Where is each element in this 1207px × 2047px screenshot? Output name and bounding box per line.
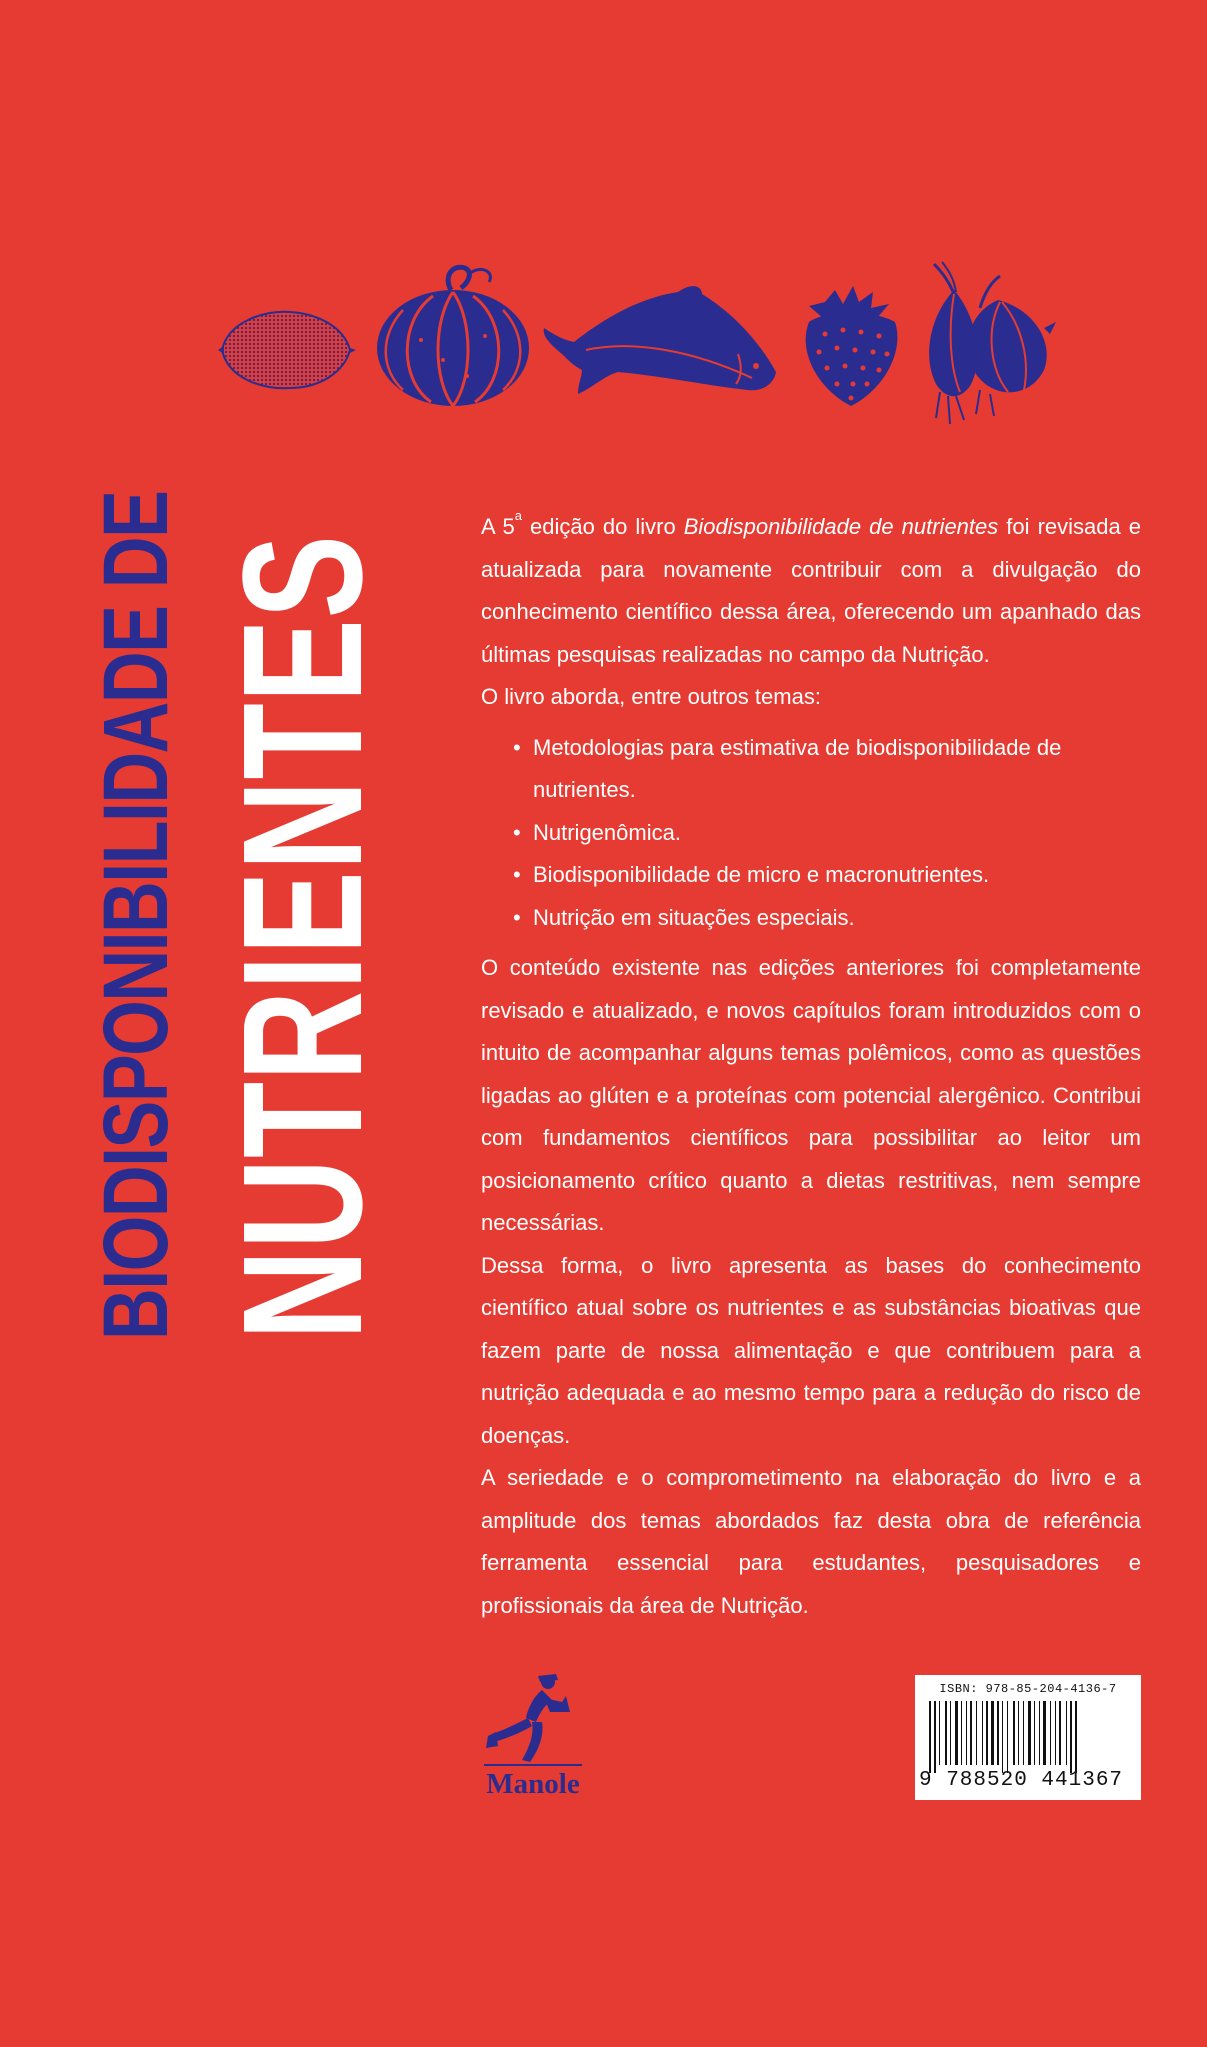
lemon-icon <box>216 306 356 394</box>
ean-digits: 9 788520 441367 <box>919 1769 1124 1792</box>
intro-text-start: A 5 <box>481 514 515 539</box>
strawberry-icon <box>795 282 905 412</box>
title-line-1: BIODISPONIBILIDADE DE <box>85 491 187 1340</box>
running-man-reading-icon <box>486 1672 582 1764</box>
list-item: • Metodologias para estimativa de biodisponibilidade de nutrientes. <box>513 727 1141 812</box>
list-item: • Biodisponibilidade de micro e macronutrientes. <box>513 854 1141 897</box>
paragraph-intro <box>481 506 1141 676</box>
fish-icon <box>542 280 782 400</box>
food-illustrations <box>210 260 1070 450</box>
title-line-2: NUTRIENTES <box>208 534 398 1340</box>
paragraph-summary: Dessa forma, o livro apresenta as bases do conhecimento científico atual sobre os nutrientes e as substâncias bioativas que fazem parte de nossa alimentação e que contribuem para a nutrição adequada e ao mesmo tempo para a redução do risco de doenças. <box>481 1252 1141 1448</box>
intro-text-end: foi revisada e atualizada para novamente contribuir com a divulgação do conhecimento científico dessa área, oferecendo um apanhado das últimas pesquisas realizadas no campo da Nutrição. <box>481 514 1141 667</box>
paragraph-topics-lead: O livro aborda, entre outros temas: <box>481 684 821 709</box>
paragraph-closing: A seriedade e o comprometimento na elaboração do livro e a amplitude dos temas abordados faz desta obra de referência ferramenta essencial para estudantes, pesquisadores e profissionais da área de Nutrição. <box>481 1465 1141 1618</box>
publisher-rule <box>484 1764 582 1766</box>
book-title-italic: Biodisponibilidade de nutrientes <box>683 514 999 539</box>
isbn-label: ISBN: 978-85-204-4136-7 <box>939 1682 1117 1696</box>
edition-superscript: a <box>514 508 522 523</box>
synopsis-text <box>481 506 1141 1627</box>
list-item: • Nutrição em situações especiais. <box>513 897 1141 940</box>
publisher-name: Manole <box>486 1768 580 1800</box>
pumpkin-icon <box>373 260 533 410</box>
barcode-bars <box>925 1701 1131 1773</box>
publisher-logo <box>478 1672 598 1812</box>
onion-icon <box>920 260 1060 430</box>
intro-text-mid: edição do livro <box>521 514 684 539</box>
isbn-barcode <box>915 1675 1141 1800</box>
topics-list <box>481 727 1141 940</box>
list-item: • Nutrigenômica. <box>513 812 1141 855</box>
paragraph-content: O conteúdo existente nas edições anteriores foi completamente revisado e atualizado, e novos capítulos foram introduzidos com o intuito de acompanhar alguns temas polêmicos, como as questões ligadas ao glúten e a proteínas com potencial alergênico. Contribui com fundamentos científicos para possibilitar ao leitor um posicionamento crítico quanto a dietas restritivas, nem sempre necessárias. <box>481 955 1141 1235</box>
book-title <box>85 491 410 1340</box>
